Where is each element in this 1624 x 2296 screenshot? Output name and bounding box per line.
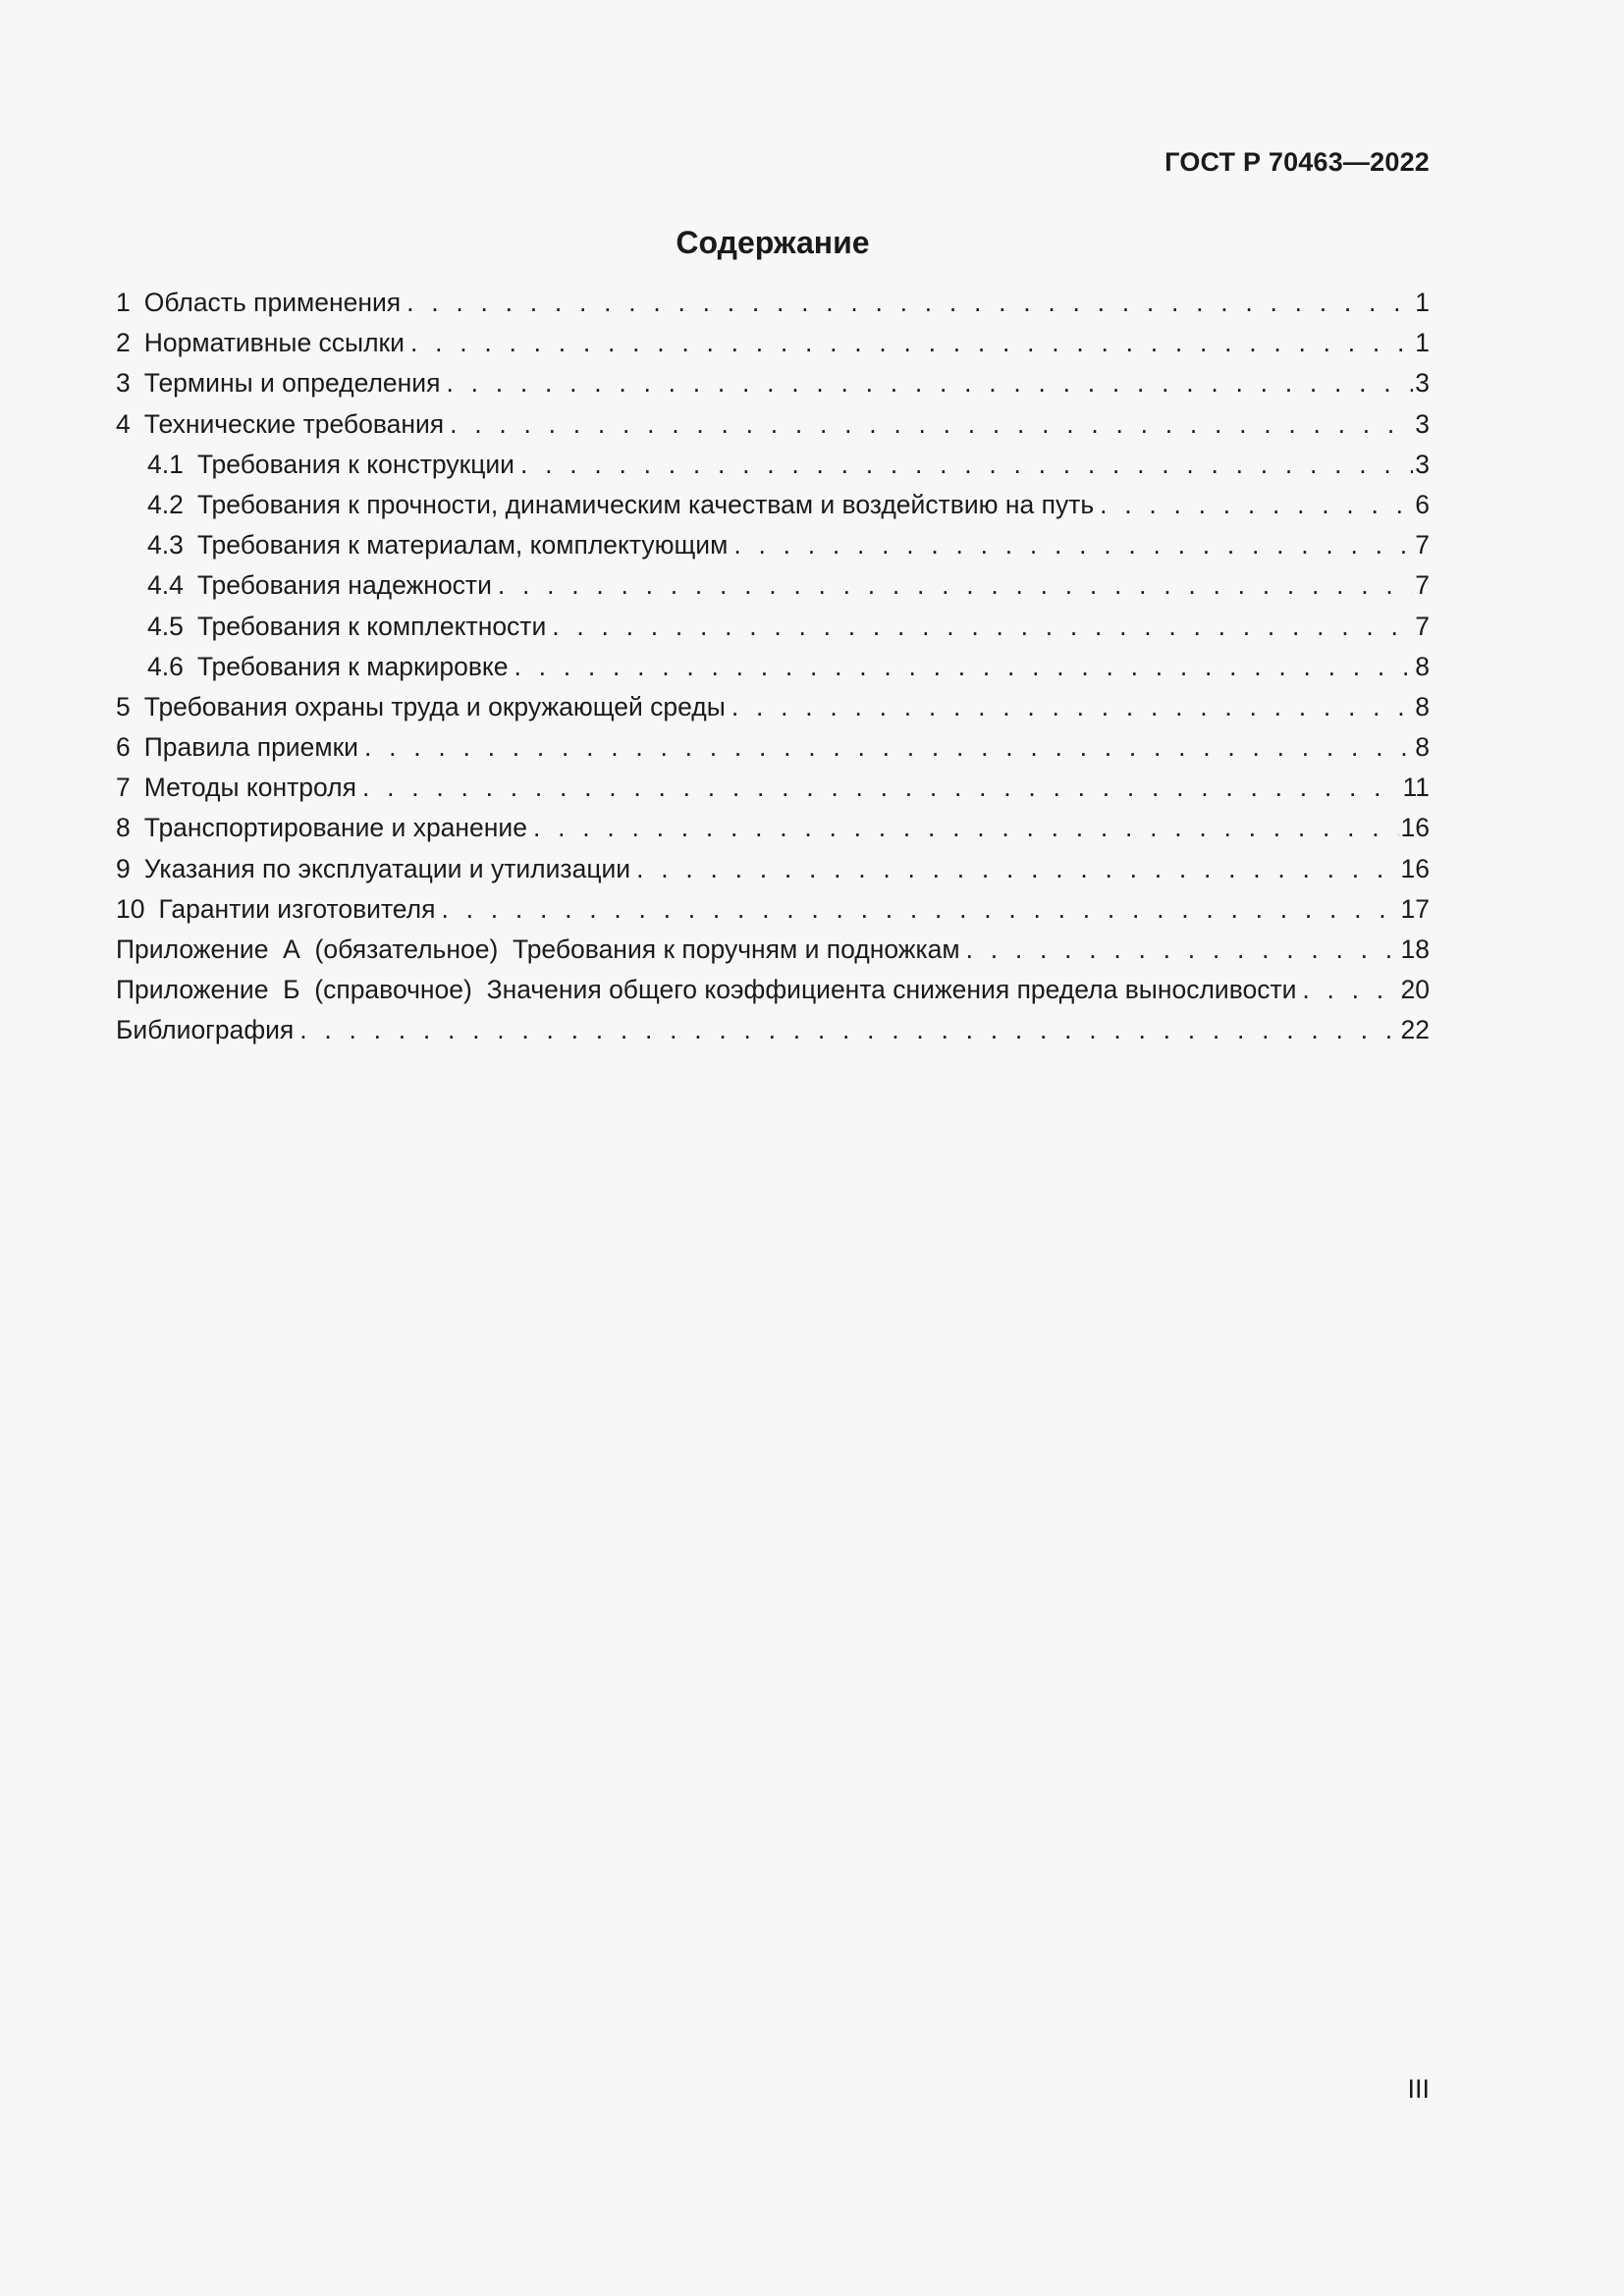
toc-title: Содержание <box>676 225 870 260</box>
toc-entry-label: Приложение А (обязательное) Требования к поручням и подножкам <box>116 934 960 964</box>
toc-entry[interactable] <box>116 727 1430 768</box>
toc-entry-page: 11 <box>1402 773 1430 803</box>
toc-entry-label: Гарантии изготовителя <box>158 893 436 924</box>
toc-subentry[interactable] <box>116 647 1430 687</box>
toc-dot-leader <box>552 607 1413 647</box>
toc-entry[interactable] <box>116 323 1430 363</box>
toc-entry-page: 18 <box>1400 934 1430 964</box>
toc-dot-leader <box>498 565 1413 606</box>
toc-entry[interactable] <box>116 808 1430 848</box>
toc-entry-label: Требования охраны труда и окружающей среды <box>143 691 726 721</box>
toc-entry-page: 22 <box>1400 1015 1430 1045</box>
toc-entry-number: 10 <box>116 893 145 924</box>
toc-dot-leader <box>364 727 1413 768</box>
toc-entry-label: Транспортирование и хранение <box>143 813 527 843</box>
toc-dot-leader <box>446 363 1413 403</box>
toc-entry[interactable] <box>116 768 1430 808</box>
toc-entry-page: 7 <box>1415 611 1430 641</box>
toc-entry-label: Термины и определения <box>143 368 441 399</box>
toc-dot-leader <box>406 283 1413 323</box>
document-code: ГОСТ Р 70463—2022 <box>1164 147 1430 177</box>
toc-dot-leader <box>966 930 1399 970</box>
toc-entry-page: 16 <box>1400 853 1430 883</box>
toc-entry-number: 4.6 <box>147 651 184 681</box>
toc-dot-leader <box>733 525 1413 565</box>
toc-entry-number: 4.3 <box>147 530 184 561</box>
toc-entry-number: 4.2 <box>147 489 184 519</box>
toc-dot-leader <box>520 445 1413 485</box>
toc-dot-leader <box>514 647 1414 687</box>
toc-entry-number: 9 <box>116 853 131 883</box>
toc-entry-appendix-b[interactable] <box>116 970 1430 1010</box>
toc-subentry[interactable] <box>116 565 1430 606</box>
toc-entry-label: Требования надежности <box>196 570 492 601</box>
toc-entry[interactable] <box>116 849 1430 889</box>
toc-dot-leader <box>731 687 1413 727</box>
toc-entry-page: 8 <box>1415 691 1430 721</box>
toc-dot-leader <box>450 404 1413 445</box>
page-number: III <box>1407 2074 1430 2104</box>
toc-entry-appendix-a[interactable] <box>116 930 1430 970</box>
toc-dot-leader <box>299 1010 1398 1050</box>
toc-entry-label: Правила приемки <box>143 732 358 763</box>
toc-entry-number: 6 <box>116 732 131 763</box>
toc-entry-number: 3 <box>116 368 131 399</box>
toc-entry-label: Требования к маркировке <box>196 651 509 681</box>
toc-subentry[interactable] <box>116 485 1430 525</box>
toc-subentry[interactable] <box>116 607 1430 647</box>
toc-entry-label: Указания по эксплуатации и утилизации <box>143 853 631 883</box>
toc-entry-bibliography[interactable] <box>116 1010 1430 1050</box>
toc-dot-leader <box>1302 970 1398 1010</box>
toc-entry[interactable] <box>116 363 1430 403</box>
toc-dot-leader <box>533 808 1399 848</box>
toc-entry-number: 7 <box>116 773 131 803</box>
toc-dot-leader <box>410 323 1413 363</box>
toc-entry[interactable] <box>116 283 1430 323</box>
toc-entry-number: 1 <box>116 288 131 317</box>
toc-entry-page: 6 <box>1415 489 1430 519</box>
toc-entry-number: 5 <box>116 691 131 721</box>
toc-entry-page: 3 <box>1415 408 1430 439</box>
toc-entry-label: Нормативные ссылки <box>143 328 405 358</box>
toc-entry[interactable] <box>116 889 1430 930</box>
toc-dot-leader <box>1100 485 1413 525</box>
toc-entry-label: Методы контроля <box>143 773 356 803</box>
toc-entry-label: Требования к материалам, комплектующим <box>196 530 729 561</box>
toc-subentry[interactable] <box>116 445 1430 485</box>
toc-entry-number: 4.4 <box>147 570 184 601</box>
toc-entry-number: 4 <box>116 408 131 439</box>
toc-entry-label: Приложение Б (справочное) Значения общего коэффициента снижения предела выносливости <box>116 975 1297 1005</box>
toc-entry[interactable] <box>116 687 1430 727</box>
toc-entry-page: 1 <box>1415 288 1430 317</box>
toc-entry-label: Технические требования <box>143 408 445 439</box>
toc-entry-label: Требования к конструкции <box>196 449 514 479</box>
toc-dot-leader <box>636 849 1398 889</box>
toc-list <box>116 283 1430 1051</box>
toc-entry-label: Требования к комплектности <box>196 611 547 641</box>
toc-entry-page: 8 <box>1415 651 1430 681</box>
toc-entry-number: 4.1 <box>147 449 184 479</box>
toc-entry-number: 4.5 <box>147 611 184 641</box>
toc-entry-page: 7 <box>1415 530 1430 561</box>
toc-entry-number: 8 <box>116 813 131 843</box>
toc-entry-page: 3 <box>1415 449 1430 479</box>
toc-entry-page: 17 <box>1400 893 1430 924</box>
toc-entry-page: 20 <box>1400 975 1430 1005</box>
toc-entry-page: 7 <box>1415 570 1430 601</box>
toc-entry-page: 3 <box>1415 368 1430 399</box>
toc-entry-page: 8 <box>1415 732 1430 763</box>
toc-entry-label: Требования к прочности, динамическим качествам и воздействию на путь <box>196 489 1095 519</box>
toc-dot-leader <box>362 768 1401 808</box>
toc-subentry[interactable] <box>116 525 1430 565</box>
toc-entry[interactable] <box>116 404 1430 445</box>
toc-entry-number: 2 <box>116 328 131 358</box>
toc-dot-leader <box>441 889 1398 930</box>
toc-entry-page: 16 <box>1400 813 1430 843</box>
toc-entry-page: 1 <box>1415 328 1430 358</box>
toc-entry-label: Область применения <box>143 288 402 317</box>
toc-entry-label: Библиография <box>116 1015 295 1045</box>
